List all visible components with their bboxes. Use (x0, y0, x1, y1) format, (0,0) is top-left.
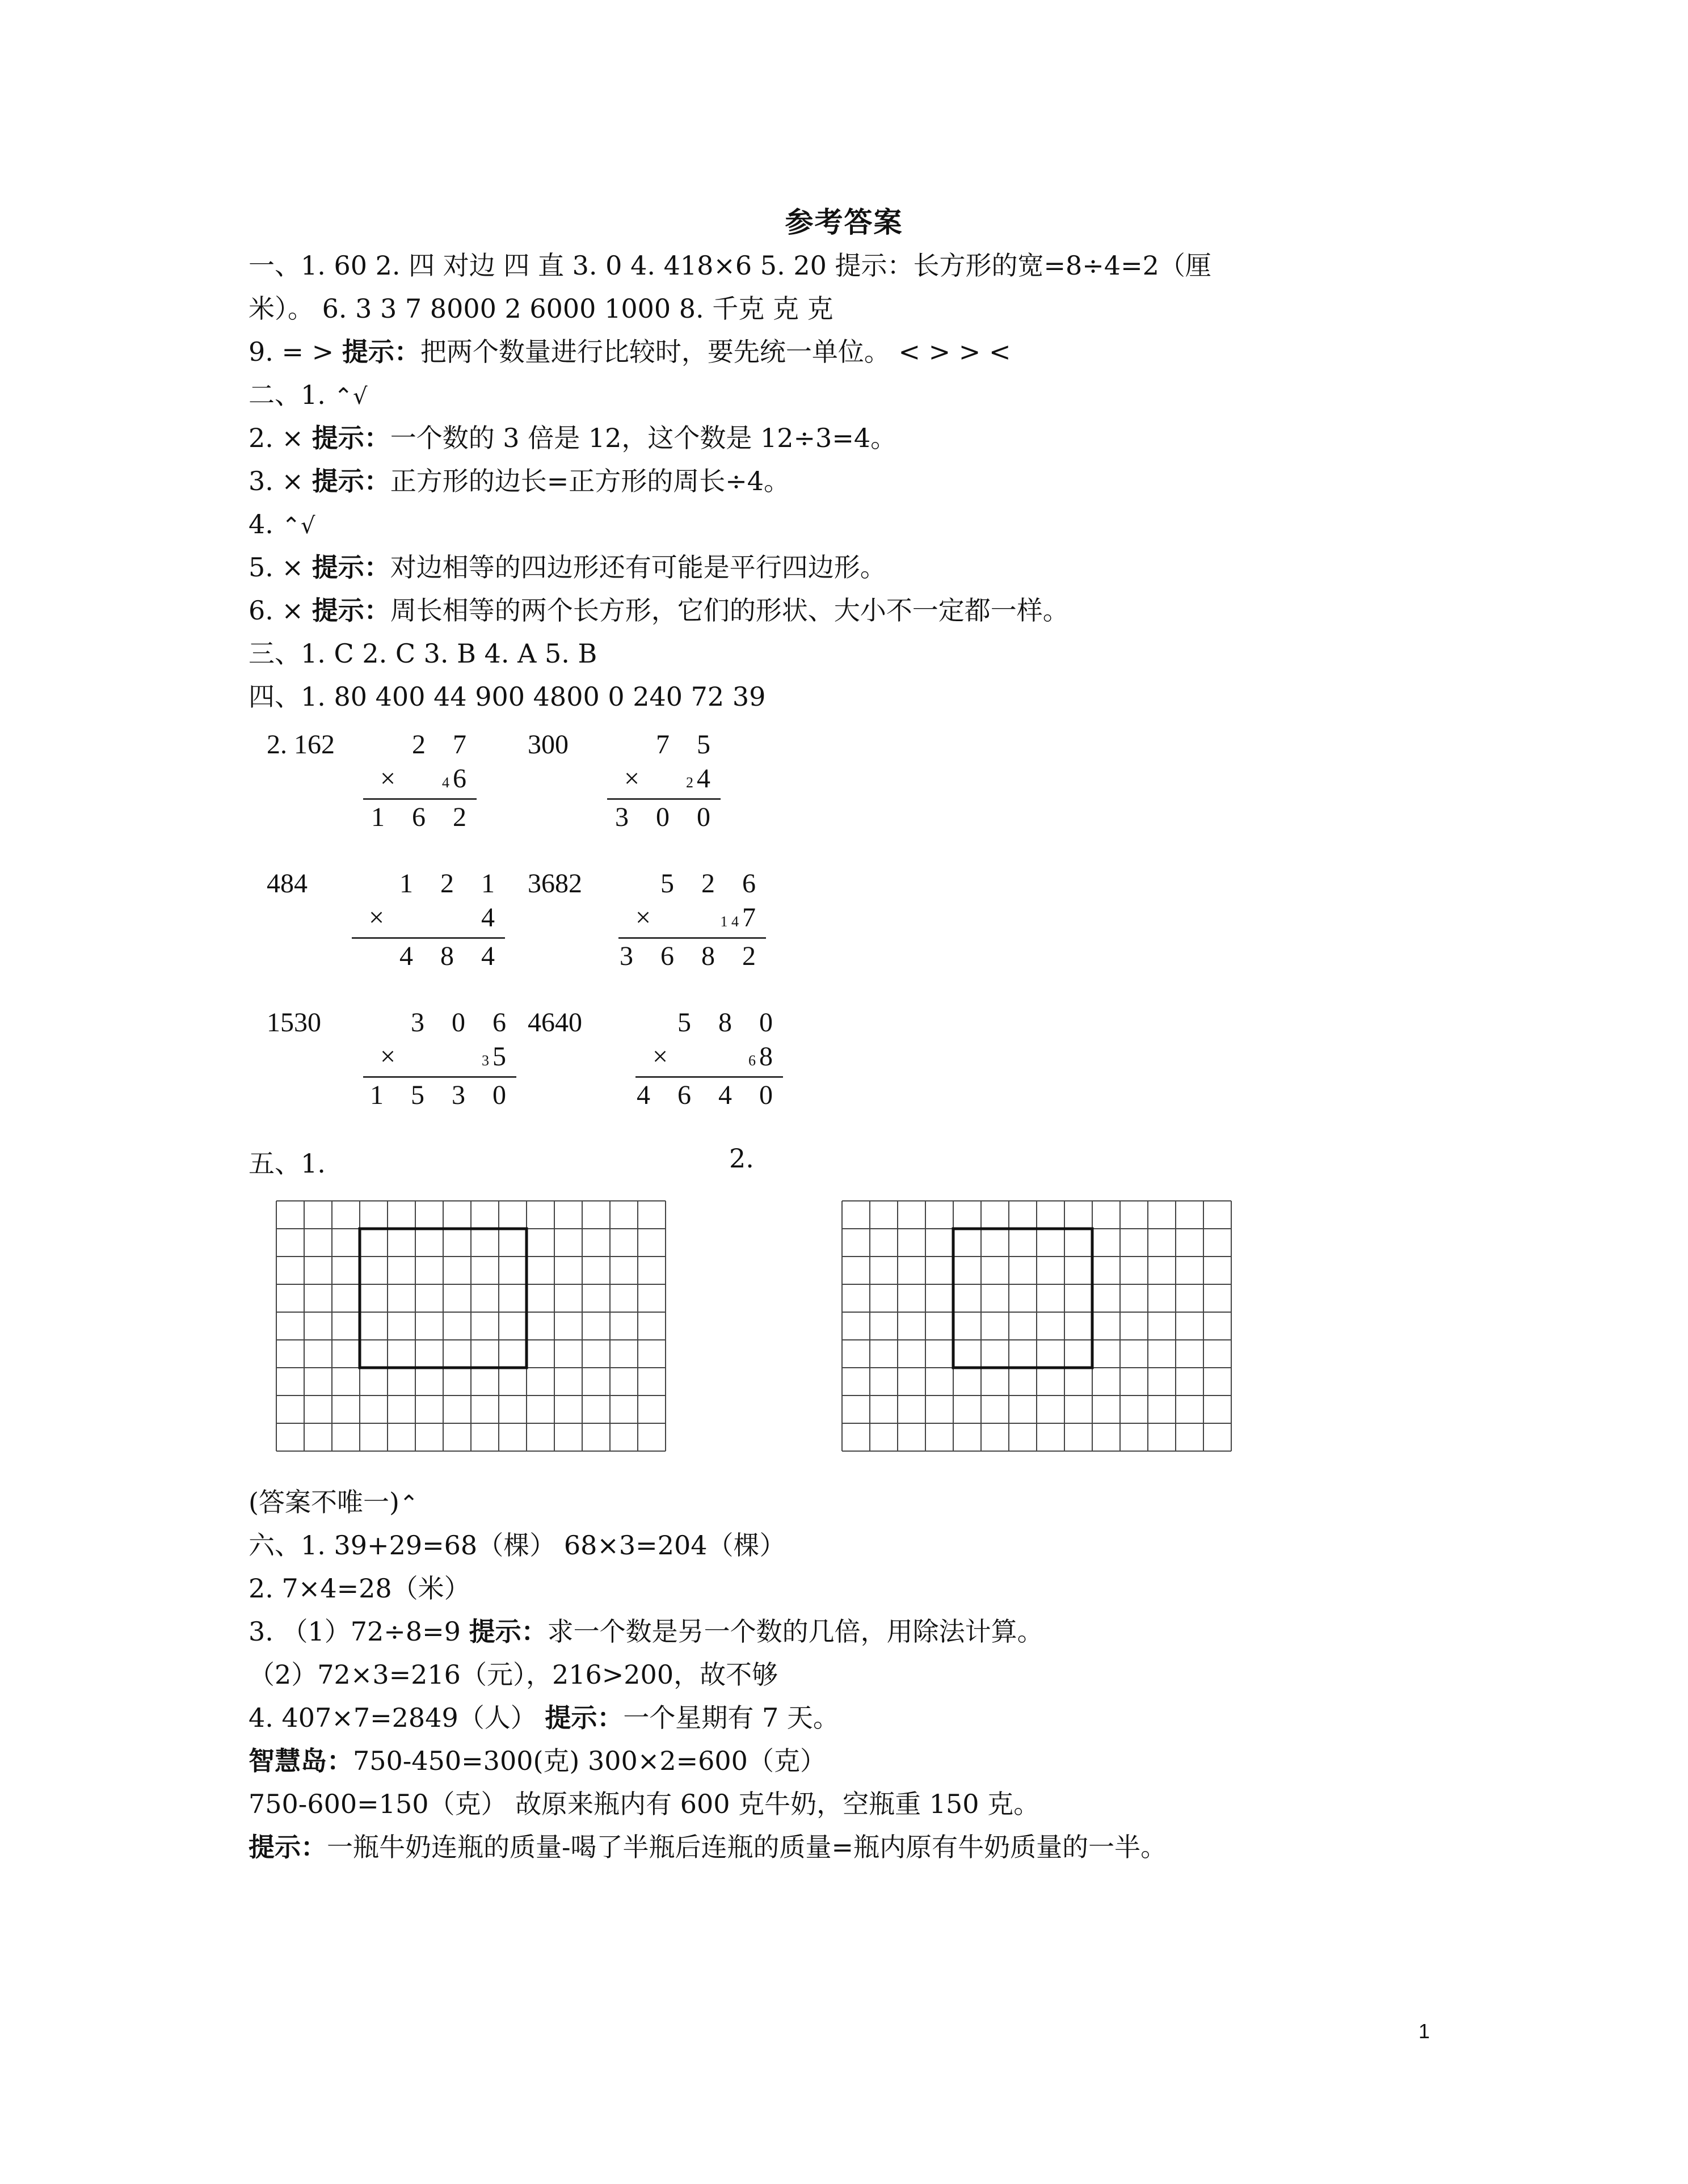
part2-item2-text: 一个数的 3 倍是 12，这个数是 12÷3=4。 (390, 423, 897, 453)
multiplier: 6 (453, 764, 477, 794)
part6-q3b: （2）72×3=216（元），216>200，故不够 (249, 1659, 778, 1690)
part2-item5 (249, 546, 1468, 589)
multiplier-row (635, 1041, 783, 1072)
wisdom-label: 智慧岛： (249, 1745, 353, 1776)
part5-label-2: 2. (729, 1143, 754, 1174)
calc-rule-line (363, 798, 477, 800)
drawn-square (953, 1229, 1092, 1368)
answer-section-top (249, 244, 1468, 718)
calc-result-5: 1530 (267, 1007, 321, 1038)
part6-q4 (249, 1696, 1468, 1739)
part1-line1: 一、1. 60 2. 四 对边 四 直 3. 0 4. 418×6 5. 20 提示：长方形的宽=8÷4=2（厘 (249, 250, 1211, 281)
part2-item6-label: 6. × (249, 595, 312, 626)
vertical-calc-4 (618, 868, 766, 993)
part2-item4 (249, 503, 1468, 546)
calc-result-4: 3682 (528, 868, 582, 899)
calc-rule-line (363, 1076, 516, 1078)
product: 3 6 8 2 (620, 941, 766, 971)
carry-digit: 4 (442, 774, 449, 791)
note-text: (答案不唯一) (249, 1487, 399, 1517)
multiplier: 5 (492, 1042, 516, 1072)
part2-item6 (249, 589, 1468, 632)
product: 3 0 0 (615, 802, 721, 832)
calc-rule-line (607, 798, 721, 800)
page-number: 1 (1418, 2019, 1430, 2043)
q3a-hint-text: 求一个数是另一个数的几倍，用除法计算。 (547, 1616, 1043, 1647)
multiplier: 8 (759, 1042, 783, 1072)
multiplier: 4 (697, 764, 721, 794)
multiplier: 7 (742, 903, 766, 933)
check-mark: ⌃√ (281, 513, 315, 539)
calc-result-3: 484 (267, 868, 308, 899)
wisdom-line1 (249, 1739, 1468, 1782)
times-sign: × (380, 1042, 396, 1072)
hint-label: 提示： (469, 1616, 548, 1647)
calc-rule-line (618, 937, 766, 939)
hint-label: 提示： (311, 595, 390, 626)
check-mark: ⌃√ (334, 383, 368, 410)
multiplier-row (363, 1041, 516, 1072)
hint-label: 提示： (311, 552, 390, 583)
calc-result-6: 4640 (528, 1007, 582, 1038)
vertical-multiplication-area (267, 729, 834, 1137)
product: 4 6 4 0 (637, 1080, 783, 1110)
part6-q1: 六、1. 39+29=68（棵） 68×3=204（棵） (249, 1530, 786, 1561)
multiplicand: 2 7 (412, 730, 477, 760)
part1-line2: 米）。 6. 3 3 7 8000 2 6000 1000 8. 千克 克 克 (249, 293, 834, 324)
part2-item5-label: 5. × (249, 552, 312, 583)
carry-digit: 1 4 (720, 913, 739, 930)
wisdom-line2: 750-600=150（克） 故原来瓶内有 600 克牛奶，空瓶重 150 克。 (249, 1789, 1040, 1819)
carry-digit: 2 (686, 774, 693, 791)
carry-digit: 6 (748, 1052, 756, 1069)
square-grid-1 (275, 1200, 672, 1461)
multiplier-row (607, 763, 721, 794)
part1-line3 (249, 330, 1468, 373)
part2-item3-text: 正方形的边长=正方形的周长÷4。 (390, 466, 790, 496)
part2-item3-label: 3. × (249, 466, 312, 496)
vertical-calc-3 (352, 868, 505, 993)
multiplier: 4 (481, 903, 505, 933)
square-grid-2 (841, 1200, 1238, 1461)
part2-item6-text: 周长相等的两个长方形，它们的形状、大小不一定都一样。 (390, 595, 1069, 626)
vertical-calc-6 (635, 1007, 783, 1132)
part1-line3-b: 把两个数量进行比较时，要先统一单位。 < > > < (420, 336, 1011, 367)
q3a-text: 3. （1）72÷8=9 (249, 1616, 469, 1647)
part2-item2-label: 2. × (249, 423, 312, 453)
part4-line: 四、1. 80 400 44 900 4800 0 240 72 39 (249, 681, 766, 712)
multiplier-row (618, 902, 766, 933)
part6-q3a (249, 1610, 1468, 1653)
caret-mark: ⌃ (399, 1491, 419, 1517)
calc-rule-line (352, 937, 505, 939)
part2-item1 (249, 373, 1468, 416)
part2-item3 (249, 459, 1468, 503)
part6-q2: 2. 7×4=28（米） (249, 1573, 470, 1604)
multiplicand: 5 2 6 (660, 868, 766, 899)
times-sign: × (369, 903, 385, 933)
times-sign: × (380, 764, 396, 794)
multiplicand: 1 2 1 (399, 868, 505, 899)
hint-label: 提示： (342, 336, 420, 367)
part2-item1-label: 二、1. (249, 380, 334, 410)
page-title: 参考答案 (785, 205, 903, 239)
carry-digit: 3 (482, 1052, 489, 1069)
q4-text: 4. 407×7=2849（人） (249, 1702, 545, 1733)
part2-item4-label: 4. (249, 509, 282, 539)
calc-rule-line (635, 1076, 783, 1078)
part6-note (249, 1481, 1468, 1524)
vertical-calc-1 (363, 729, 477, 854)
part5-label-1: 五、1. (249, 1148, 326, 1179)
times-sign: × (624, 764, 640, 794)
times-sign: × (635, 903, 651, 933)
product: 1 5 3 0 (370, 1080, 516, 1110)
hint-label: 提示： (311, 466, 390, 496)
answer-section-bottom (249, 1481, 1468, 1869)
final-hint-line (249, 1825, 1468, 1869)
part3-line: 三、1. C 2. C 3. B 4. A 5. B (249, 638, 597, 669)
hint-label: 提示： (249, 1832, 327, 1862)
part2-item2 (249, 416, 1468, 459)
calc-result-2: 300 (528, 730, 569, 760)
final-hint-text: 一瓶牛奶连瓶的质量-喝了半瓶后连瓶的质量=瓶内原有牛奶质量的一半。 (327, 1832, 1167, 1862)
hint-label: 提示： (311, 423, 390, 453)
part1-line3-a: 9. = > (249, 336, 342, 367)
multiplier-row (352, 902, 505, 933)
part2-item5-text: 对边相等的四边形还有可能是平行四边形。 (390, 552, 886, 583)
wisdom-text: 750-450=300(克) 300×2=600（克） (353, 1745, 826, 1776)
multiplicand: 7 5 (656, 730, 721, 760)
vertical-calc-2 (607, 729, 721, 854)
q4-hint-text: 一个星期有 7 天。 (623, 1702, 839, 1733)
multiplier-row (363, 763, 477, 794)
vertical-calc-5 (363, 1007, 516, 1132)
multiplicand: 3 0 6 (411, 1007, 516, 1038)
times-sign: × (653, 1042, 668, 1072)
hint-label: 提示： (545, 1702, 624, 1733)
multiplicand: 5 8 0 (677, 1007, 783, 1038)
product: 1 6 2 (371, 802, 477, 832)
product: 4 8 4 (399, 941, 505, 971)
calc-result-1: 2. 162 (267, 730, 335, 760)
